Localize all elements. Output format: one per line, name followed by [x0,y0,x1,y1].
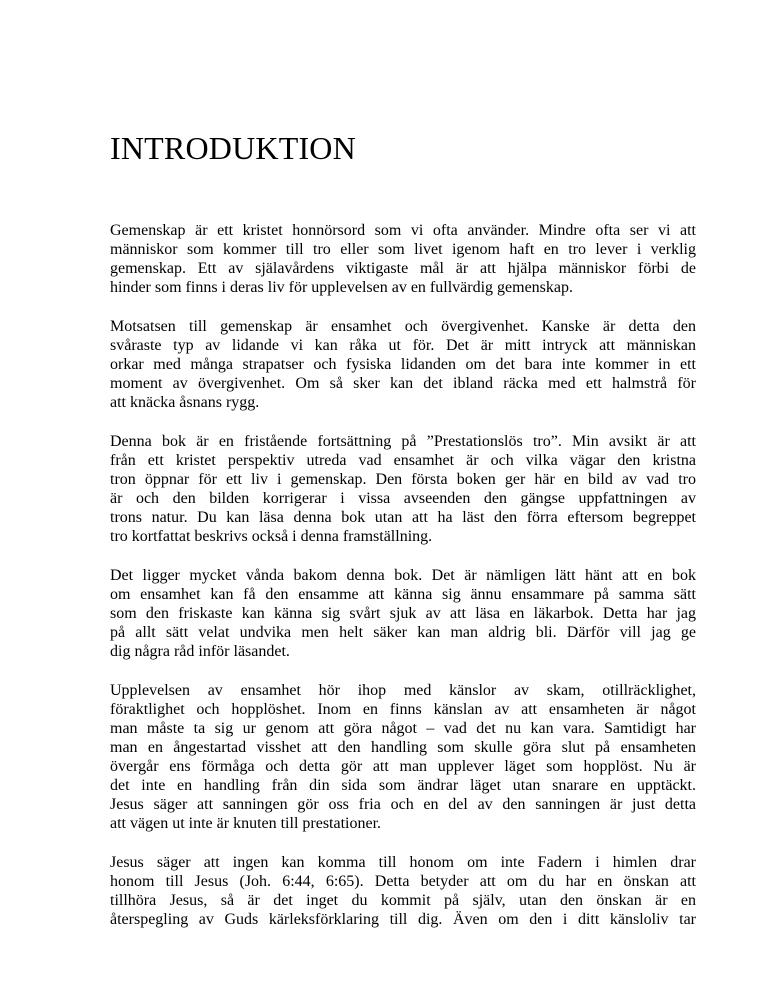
paragraph [110,681,696,833]
text-line: föraktlighet och hopplöshet. Inom en finns känslan av att ensamheten är något [110,701,696,718]
text-line: dig några råd inför läsandet. [110,643,290,660]
paragraph [110,853,696,929]
text-line: om ensamhet kan få den ensamme att känna sig ännu ensammare på samma sätt [110,586,696,603]
text-line: Denna bok är en fristående fortsättning på ”Prestationslös tro”. Min avsikt är att [110,433,696,450]
body-text [110,221,696,949]
paragraph [110,221,696,297]
text-line: människor som kommer till tro eller som livet igenom haft en tro lever i verklig [110,241,696,258]
text-line: som den friskaste kan känna sig svårt sjuk av att läsa en läkarbok. Detta har jag [110,605,696,622]
text-line: Jesus säger att sanningen gör oss fria och en del av den sanningen är just detta [110,796,696,813]
text-line: orkar med många strapatser och fysiska lidanden om det bara inte kommer in ett [110,356,696,373]
text-line: man måste ta sig ur genom att göra något – vad det nu kan vara. Samtidigt har [110,720,696,737]
text-line: moment av övergivenhet. Om så sker kan det ibland räcka med ett halmstrå för [110,375,696,392]
text-line: att knäcka åsnans rygg. [110,394,260,411]
text-line: är och den bilden korrigerar i vissa avseenden den gängse uppfattningen av [110,490,696,507]
page-title: INTRODUKTION [110,130,356,166]
text-line: på allt sätt velat undvika men helt säker kan man aldrig bli. Därför vill jag ge [110,624,696,641]
text-line: tron öppnar för ett liv i gemenskap. Den första boken ger här en bild av vad tro [110,471,696,488]
text-line: honom till Jesus (Joh. 6:44, 6:65). Detta betyder att om du har en önskan att [110,873,696,890]
text-line: Det ligger mycket vånda bakom denna bok. Det är nämligen lätt hänt att en bok [110,567,696,584]
text-line: det inte en handling från din sida som ändrar läget utan snarare en upptäckt. [110,777,696,794]
paragraph [110,432,696,546]
text-line: Jesus säger att ingen kan komma till honom om inte Fadern i himlen drar [110,854,696,871]
text-line: Motsatsen till gemenskap är ensamhet och övergivenhet. Kanske är detta den [110,318,696,335]
text-line: att vägen ut inte är knuten till prestationer. [110,815,382,832]
paragraph [110,566,696,661]
text-line: hinder som finns i deras liv för upplevelsen av en fullvärdig gemenskap. [110,279,573,296]
text-line: gemenskap. Ett av själavårdens viktigaste mål är att hjälpa människor förbi de [110,260,696,277]
paragraph [110,317,696,412]
text-line: tillhöra Jesus, så är det inget du kommit på själv, utan den önskan är en [110,892,696,909]
text-line: man en ångestartad visshet att den handling som skulle göra slut på ensamheten [110,739,696,756]
text-line: Gemenskap är ett kristet honnörsord som vi ofta använder. Mindre ofta ser vi att [110,222,696,239]
text-line: svåraste typ av lidande vi kan råka ut för. Det är mitt intryck att människan [110,337,696,354]
text-line: Upplevelsen av ensamhet hör ihop med känslor av skam, otillräcklighet, [110,682,696,699]
text-line: tro kortfattat beskrivs också i denna framställning. [110,528,433,545]
text-line: trons natur. Du kan läsa denna bok utan att ha läst den förra eftersom begreppet [110,509,696,526]
text-line: från ett kristet perspektiv utreda vad ensamhet är och vilka vägar den kristna [110,452,696,469]
text-line: övergår ens förmåga och detta gör att man upplever läget som hopplöst. Nu är [110,758,696,775]
text-line: återspegling av Guds kärleksförklaring till dig. Även om den i ditt känsloliv tar [110,911,696,928]
